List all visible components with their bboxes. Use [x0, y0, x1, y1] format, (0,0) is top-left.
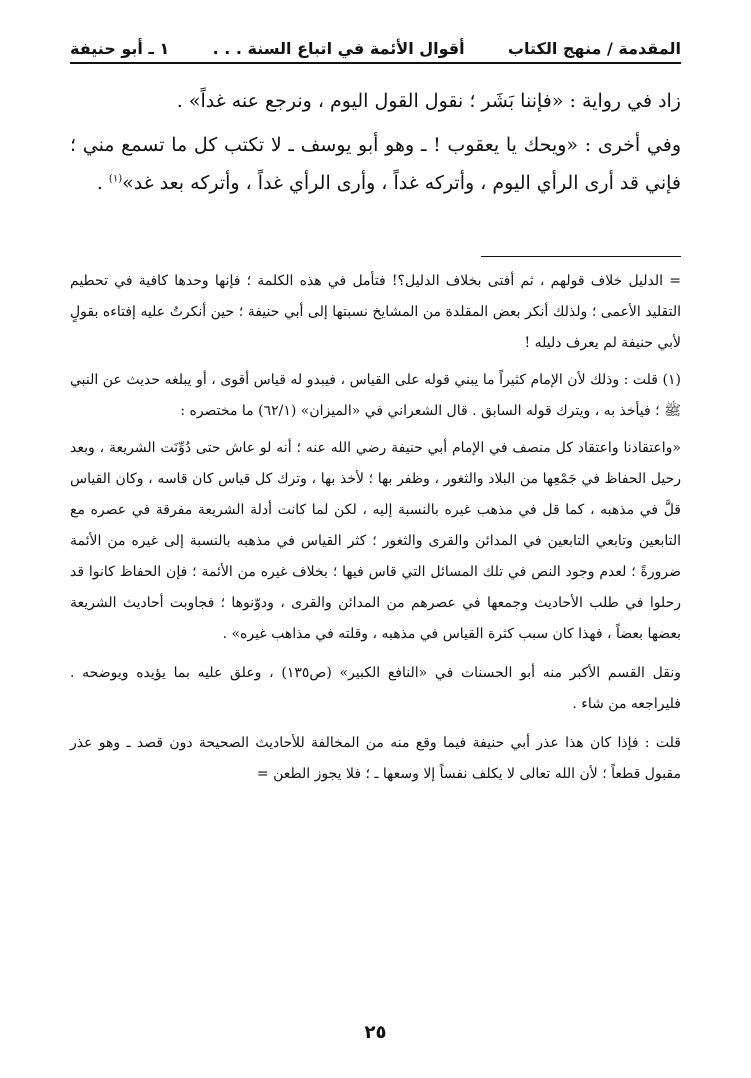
footnote-nafi-kabir: ونقل القسم الأكبر منه أبو الحسنات في «النافع الكبير» (ص١٣٥) ، وعلق عليه بما يؤيده ويوضحه . فليراجعه من شاء .: [70, 665, 681, 712]
paragraph-ukhra: [70, 126, 681, 202]
page-number: ٢٥: [364, 1022, 387, 1043]
footnote-separator: [481, 256, 681, 257]
paragraph-ukhra-text: وفي أخرى : «ويحك يا يعقوب ! ـ وهو أبو يوسف ـ لا تكتب كل ما تسمع مني ؛ فإني قد أرى الرأي اليوم ، وأتركه غداً ، وأرى الرأي غداً ، وأتركه بعد غد»: [70, 134, 681, 194]
paragraph-ukhra-end: .: [96, 172, 109, 194]
header-section-title: المقدمة / منهج الكتاب: [507, 39, 681, 58]
paragraph-riwaya: زاد في رواية : «فإننا بَشَر ؛ نقول القول اليوم ، ونرجع عنه غداً» .: [176, 90, 681, 112]
footnote-author-comment: قلت : فإذا كان هذا عذر أبي حنيفة فيما وقع منه من المخالفة للأحاديث الصحيحة دون قصد ـ وهو عذر مقبول قطعاً ؛ لأن الله تعالى لا يكلف نفساً إلا وسعها ـ ؛ فلا يجوز الطعن =: [70, 735, 681, 782]
footnote-1: (١) قلت : وذلك لأن الإمام كثيراً ما يبني قوله على القياس ، فيبدو له قياس أقوى ، أو يبلغه حديث عن النبي ﷺ ؛ فيأخذ به ، ويترك قوله السابق . قال الشعراني في «الميزان» (٦٢/١) ما مختصره :: [70, 372, 681, 419]
header-chapter-title: أقوال الأئمة في اتباع السنة . . .: [212, 39, 465, 58]
main-text: [70, 82, 681, 208]
running-header: [70, 30, 681, 64]
footnote-quote-sharani: «واعتقادنا واعتقاد كل منصف في الإمام أبي حنيفة رضي الله عنه ؛ أنه لو عاش حتى دُوِّنَت الشريعة ، وبعد رحيل الحفاظ في جَمْعِها من البلاد والثغور ، وظفر بها ؛ لأخذ بها ، وترك كل قياس كان قاسه ، وكان القياس قلَّ في مذهبه ، كما قل في مذهب غيره بالنسبة إليه ، لكن لما كانت أدلة الشريعة مفرقة في عصره مع التابعين وتابعي التابعين في المدائن والقرى والثغور ؛ كثر القياس في مذهبه بالنسبة إلى غيره من الأئمة ضرورةً ؛ لعدم وجود النص في تلك المسائل التي قاس فيها ؛ بخلاف غيره من الأئمة ؛ فإن الحفاظ كانوا قد رحلوا في طلب الأحاديث وجمعها في عصرهم من المدائن والقرى ، ودوّنوها ؛ فجاوبت أحاديث الشريعة بعضها بعضاً ، فهذا كان سبب كثرة القياس في مذهبه ، وقلته في مذاهب غيره» .: [70, 440, 681, 642]
footnote-continuation: = الدليل خلاف قولهم ، ثم أفتى بخلاف الدليل؟! فتأمل في هذه الكلمة ؛ فإنها وحدها كافية في تحطيم التقليد الأعمى ؛ ولذلك أنكر بعض المقلدة من المشايخ نسبتها إلى أبي حنيفة ؛ حين أنكرتُ عليه إفتاءه بقولٍ لأبي حنيفة لم يعرف دليله !: [70, 273, 681, 351]
footnote-marker: (١): [108, 173, 123, 185]
header-subsection: ١ ـ أبو حنيفة: [70, 39, 170, 58]
footnotes: [70, 266, 681, 798]
